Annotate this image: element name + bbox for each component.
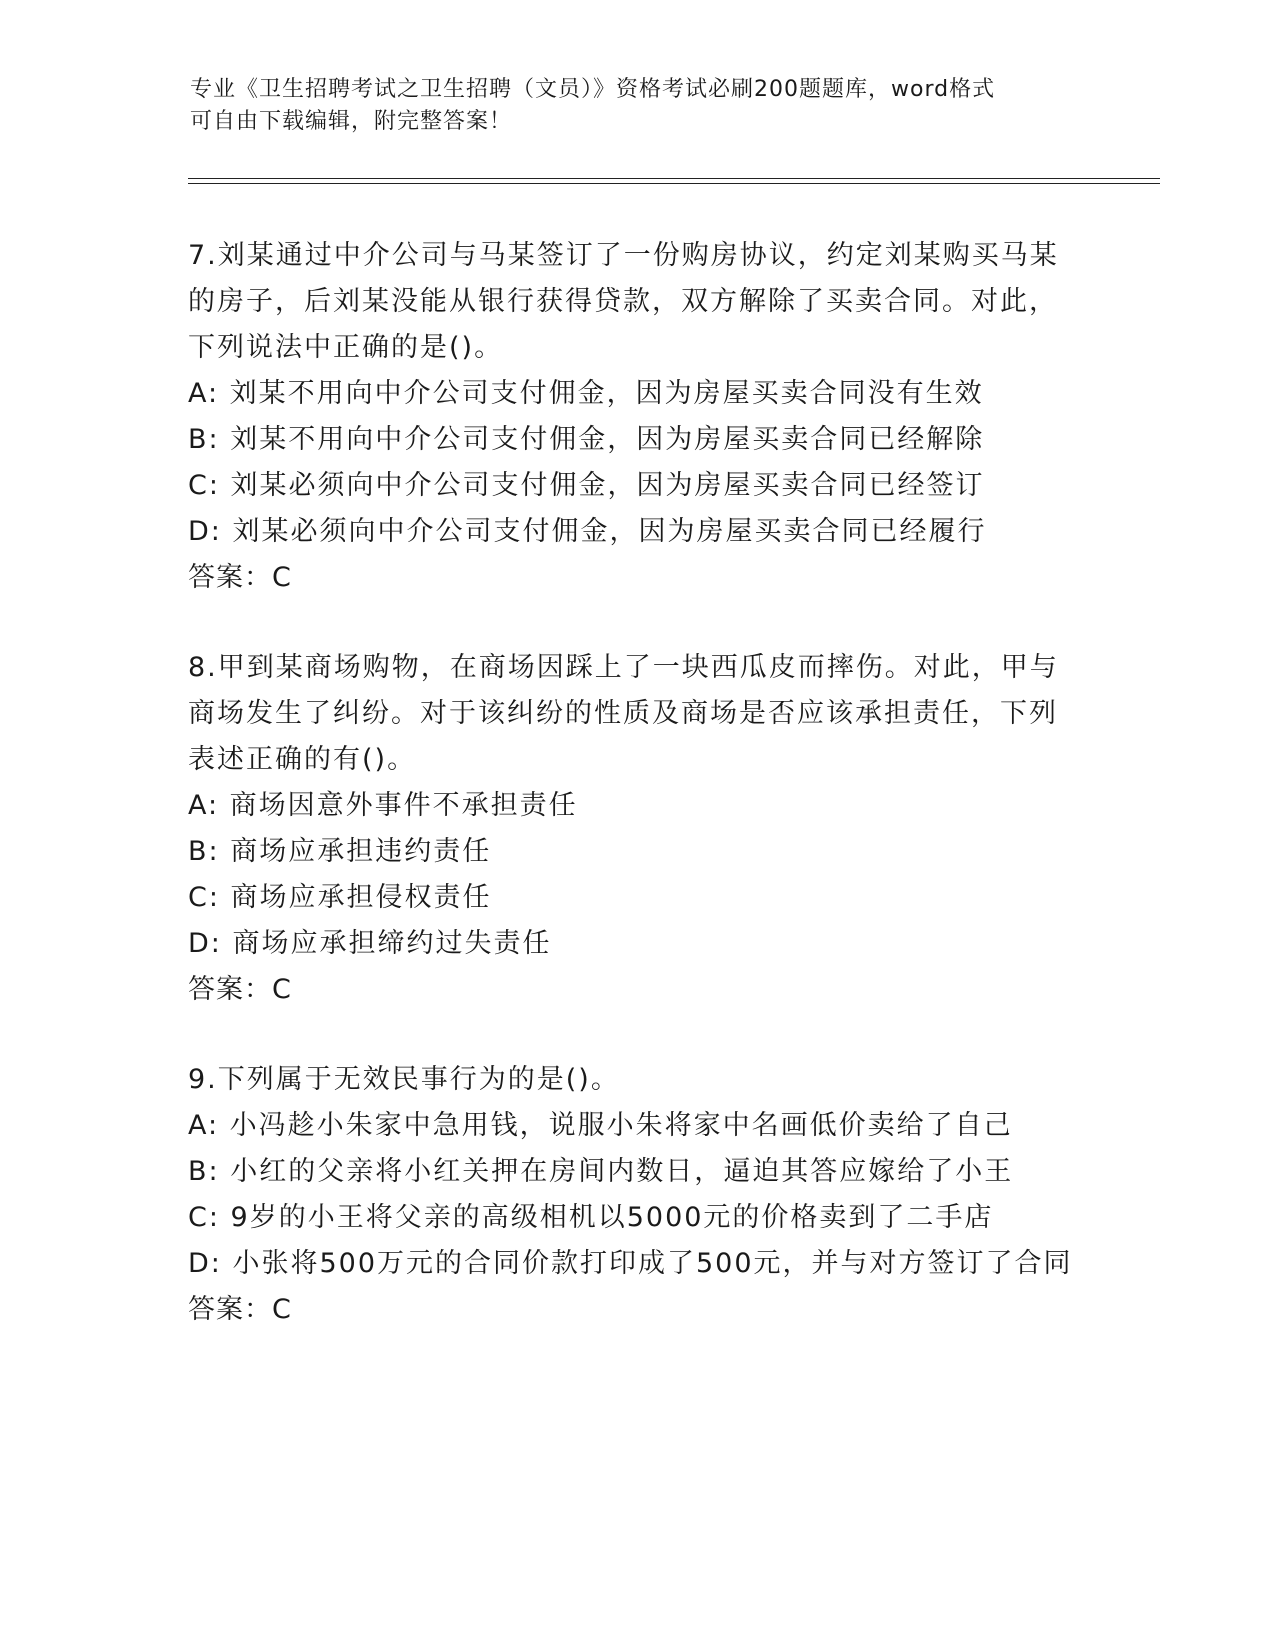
stem-line: 8.甲到某商场购物，在商场因踩上了一块西瓜皮而摔伤。对此，甲与 [188,652,1059,683]
question-7 [188,233,1088,601]
stem-line: 7.刘某通过中介公司与马某签订了一份购房协议，约定刘某购买马某 [188,240,1059,271]
answer-line: 答案：C [188,1294,292,1325]
option-b: B: 刘某不用向中介公司支付佣金，因为房屋买卖合同已经解除 [188,424,985,455]
stem-line: 9.下列属于无效民事行为的是()。 [188,1064,620,1095]
question-stem [188,1057,1088,1103]
document-header [190,74,1090,138]
option-a: A: 刘某不用向中介公司支付佣金，因为房屋买卖合同没有生效 [188,378,984,409]
option-d: D: 商场应承担缔约过失责任 [188,928,552,959]
option-c: C: 商场应承担侵权责任 [188,882,492,913]
question-stem [188,233,1088,371]
header-divider [188,178,1160,184]
option-c: C: 刘某必须向中介公司支付佣金，因为房屋买卖合同已经签订 [188,470,985,501]
header-line-2: 可自由下载编辑，附完整答案！ [190,109,513,134]
option-a: A: 小冯趁小朱家中急用钱，说服小朱将家中名画低价卖给了自己 [188,1110,1013,1141]
option-d: D: 刘某必须向中介公司支付佣金，因为房屋买卖合同已经履行 [188,516,987,547]
option-d: D: 小张将500万元的合同价款打印成了500元，并与对方签订了合同 [188,1248,1073,1279]
question-9 [188,1057,1088,1333]
option-c: C: 9岁的小王将父亲的高级相机以5000元的价格卖到了二手店 [188,1202,994,1233]
answer-line: 答案：C [188,974,292,1005]
stem-line: 表述正确的有()。 [188,744,417,775]
stem-line: 商场发生了纠纷。对于该纠纷的性质及商场是否应该承担责任，下列 [188,698,1058,729]
stem-line: 的房子，后刘某没能从银行获得贷款，双方解除了买卖合同。对此， [188,286,1058,317]
option-b: B: 商场应承担违约责任 [188,836,492,867]
stem-line: 下列说法中正确的是()。 [188,332,504,363]
question-8 [188,645,1088,1013]
answer-line: 答案：C [188,562,292,593]
header-line-1: 专业《卫生招聘考试之卫生招聘（文员）》资格考试必刷200题题库，word格式 [190,77,996,102]
option-a: A: 商场因意外事件不承担责任 [188,790,578,821]
option-b: B: 小红的父亲将小红关押在房间内数日，逼迫其答应嫁给了小王 [188,1156,1014,1187]
question-stem [188,645,1088,783]
